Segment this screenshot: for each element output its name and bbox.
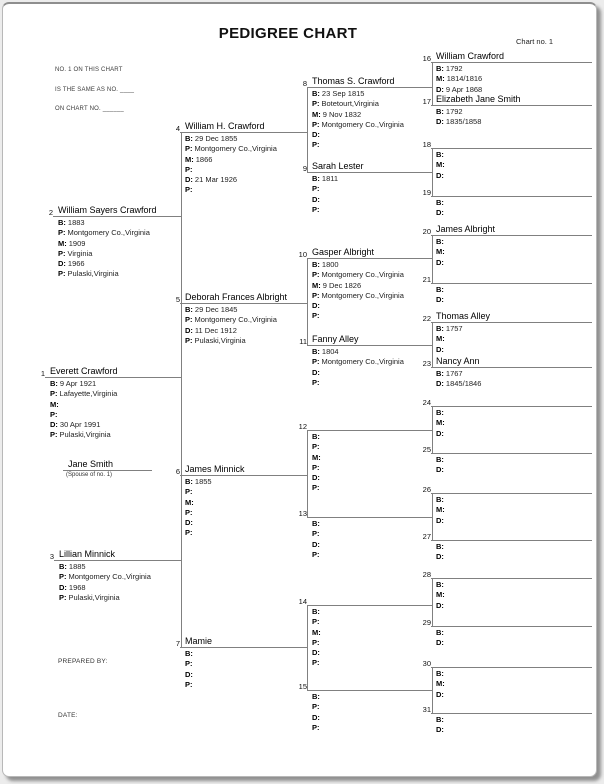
person-field: B: (436, 285, 444, 294)
name-underline (54, 560, 181, 561)
person-field: B: (436, 495, 444, 504)
name-underline (431, 667, 592, 668)
name-underline (431, 540, 592, 541)
person-fields (436, 150, 447, 181)
person-field: P: Montgomery Co.,Virginia (312, 357, 404, 367)
person-number: 21 (422, 274, 431, 284)
name-underline (431, 406, 592, 407)
person-field: P: Montgomery Co.,Virginia (185, 144, 277, 154)
person-fields (59, 562, 151, 603)
person-field: D: 1968 (59, 582, 86, 592)
person-number: 27 (422, 531, 431, 541)
name-underline (307, 517, 432, 518)
person-name: James Albright (436, 223, 496, 234)
person-field: D: 11 Dec 1912 (185, 325, 237, 335)
person-field: P: Montgomery Co.,Virginia (185, 315, 277, 325)
name-underline (307, 430, 432, 431)
person-field: D: (436, 600, 444, 610)
person-field: P: Montgomery Co.,Virginia (59, 572, 151, 582)
person-field: P: (312, 529, 320, 539)
person-number: 3 (49, 551, 54, 561)
person-field: D: 30 Apr 1991 (50, 420, 101, 430)
person-number: 25 (422, 444, 431, 454)
person-number: 12 (298, 421, 307, 431)
ancestor-bracket-line (181, 475, 182, 647)
person-field: D: (436, 465, 444, 475)
person-field: D: (436, 170, 444, 180)
person-field: B: (436, 542, 444, 551)
ref-note-line-1: NO. 1 ON THIS CHART (55, 67, 123, 73)
ancestor-bracket-line (432, 578, 433, 626)
person-number: 10 (298, 249, 307, 259)
person-field: D: (436, 295, 444, 305)
person-field: D: (436, 515, 444, 525)
ancestor-bracket-line (432, 322, 433, 367)
person-number: 11 (299, 336, 307, 346)
person-number: 18 (422, 139, 431, 149)
person-fields (436, 237, 447, 268)
person-field: B: (312, 432, 320, 441)
person-field: B: 1811 (312, 174, 339, 183)
person-field: M: 9 Dec 1826 (312, 280, 362, 290)
name-underline (307, 87, 432, 88)
person-name: Jane Smith (68, 458, 114, 469)
name-underline (431, 196, 592, 197)
person-field: M: (436, 418, 445, 428)
person-field: P: Pulaski,Virginia (185, 335, 246, 345)
person-field: B: (436, 580, 444, 589)
person-field: P: Lafayette,Virginia (50, 389, 118, 399)
person-number: 8 (302, 78, 307, 88)
person-field: D: (312, 539, 320, 549)
person-field: D: (312, 367, 320, 377)
person-number: 29 (422, 617, 431, 627)
person-field: B: 1885 (59, 562, 86, 571)
person-field: B: (312, 692, 320, 701)
person-fields (436, 580, 447, 611)
person-field: D: 1835/1858 (436, 117, 482, 127)
ref-note-line-2: IS THE SAME AS NO. ____ (55, 87, 135, 93)
person-field: D: (185, 669, 193, 679)
person-field: P: (312, 702, 320, 712)
person-field: M: (436, 334, 445, 344)
person-field: D: 1966 (58, 259, 85, 269)
person-field: P: Botetourt,Virginia (312, 99, 379, 109)
person-field: P: (185, 487, 193, 497)
person-number: 23 (422, 358, 431, 368)
person-field: M: (50, 399, 59, 409)
person-field: M: (185, 497, 194, 507)
person-field: M: (436, 590, 445, 600)
person-field: M: 1909 (58, 238, 86, 248)
person-field: P: (312, 442, 320, 452)
person-fields (436, 64, 482, 95)
name-underline (307, 345, 432, 346)
person-name: Elizabeth Jane Smith (436, 93, 521, 104)
person-fields (185, 305, 277, 346)
person-fields (436, 285, 446, 306)
person-field: B: 1767 (436, 369, 463, 378)
person-number: 31 (422, 704, 431, 714)
person-number: 13 (298, 508, 307, 518)
person-field: D: 9 Apr 1868 (436, 84, 483, 94)
name-underline (180, 132, 307, 133)
name-underline (431, 322, 592, 323)
person-name: Thomas Alley (436, 310, 491, 321)
person-fields (436, 455, 446, 476)
name-underline (431, 453, 592, 454)
person-fields (436, 669, 447, 700)
person-field: B: 1792 (436, 64, 463, 73)
person-field: B: 29 Dec 1855 (185, 134, 238, 143)
person-field: D: (312, 130, 320, 140)
person-field: D: 21 Mar 1926 (185, 175, 238, 185)
person-field: M: (436, 160, 445, 170)
person-field: B: 9 Apr 1921 (50, 379, 97, 388)
person-number: 19 (422, 187, 431, 197)
person-number: 1 (40, 368, 45, 378)
name-underline (431, 578, 592, 579)
person-field: B: 1792 (436, 107, 463, 116)
person-field: B: (312, 519, 320, 528)
spouse-note: (Spouse of no. 1) (66, 472, 113, 478)
person-field: B: (436, 628, 444, 637)
person-field: P: (312, 549, 320, 559)
person-field: M: 1814/1816 (436, 74, 483, 84)
name-underline (180, 303, 307, 304)
person-fields (185, 134, 277, 196)
person-field: D: (436, 208, 444, 218)
person-field: B: 29 Dec 1845 (185, 305, 238, 314)
prepared-by-label: PREPARED BY: (58, 658, 108, 665)
person-fields (312, 174, 338, 215)
person-field: D: (312, 301, 320, 311)
person-field: P: (312, 311, 320, 321)
person-fields (436, 715, 446, 736)
person-number: 26 (422, 484, 431, 494)
person-field: D: (436, 725, 444, 735)
person-field: B: 23 Sep 1815 (312, 89, 365, 98)
name-underline (431, 235, 592, 236)
person-fields (436, 198, 446, 219)
person-field: P: (185, 679, 193, 689)
ancestor-bracket-line (432, 493, 433, 540)
name-underline (431, 62, 592, 63)
person-name: William H. Crawford (185, 120, 265, 131)
person-name: Thomas S. Crawford (312, 75, 395, 86)
date-label: DATE: (58, 712, 78, 719)
person-number: 5 (175, 294, 180, 304)
person-fields (436, 628, 446, 649)
person-number: 7 (175, 638, 180, 648)
person-fields (436, 542, 446, 563)
person-field: B: (436, 408, 444, 417)
person-field: P: (50, 409, 58, 419)
person-field: P: (185, 528, 193, 538)
ancestor-bracket-line (432, 62, 433, 105)
person-fields (436, 369, 481, 390)
person-fields (50, 379, 117, 441)
person-field: D: (436, 344, 444, 354)
ancestor-bracket-line (432, 235, 433, 283)
name-underline (431, 367, 592, 368)
person-number: 16 (422, 53, 431, 63)
person-fields (312, 89, 404, 151)
person-number: 24 (422, 397, 431, 407)
person-field: P: Montgomery Co.,Virginia (312, 290, 404, 300)
person-field: D: (185, 518, 193, 528)
person-name: Everett Crawford (50, 365, 118, 376)
person-field: B: 1800 (312, 260, 339, 269)
name-underline (307, 690, 432, 691)
person-number: 20 (422, 226, 431, 236)
person-field: D: (312, 712, 320, 722)
person-field: M: (436, 505, 445, 515)
name-underline (180, 647, 307, 648)
ancestor-bracket-line (432, 148, 433, 196)
person-field: P: Montgomery Co.,Virginia (312, 270, 404, 280)
name-underline (307, 258, 432, 259)
person-field: P: (185, 659, 193, 669)
person-field: P: (312, 722, 320, 732)
person-field: M: (312, 627, 321, 637)
person-field: M: (436, 247, 445, 257)
person-field: P: Pulaski,Virginia (50, 430, 111, 440)
person-field: P: Pulaski,Virginia (58, 269, 119, 279)
person-field: B: (312, 607, 320, 616)
person-field: D: (436, 428, 444, 438)
person-field: B: 1804 (312, 347, 339, 356)
person-fields (436, 495, 447, 526)
person-number: 4 (175, 123, 180, 133)
name-underline (63, 470, 152, 471)
ancestor-bracket-line (432, 667, 433, 713)
name-underline (431, 493, 592, 494)
name-underline (431, 626, 592, 627)
person-name: Lillian Minnick (59, 548, 116, 559)
person-fields (312, 432, 323, 494)
person-number: 17 (422, 96, 431, 106)
person-field: P: (312, 658, 320, 668)
person-number: 9 (302, 163, 307, 173)
person-number: 14 (298, 596, 307, 606)
person-field: D: (436, 638, 444, 648)
person-field: D: (312, 473, 320, 483)
person-fields (436, 408, 447, 439)
person-field: P: (312, 204, 320, 214)
person-name: William Crawford (436, 50, 505, 61)
person-number: 22 (422, 313, 431, 323)
person-number: 6 (175, 466, 180, 476)
person-number: 30 (422, 658, 431, 668)
person-field: B: (436, 669, 444, 678)
person-field: P: (312, 637, 320, 647)
person-fields (312, 519, 322, 560)
person-fields (312, 692, 322, 733)
person-field: P: Montgomery Co.,Virginia (312, 119, 404, 129)
ancestor-bracket-line (307, 430, 308, 517)
name-underline (431, 283, 592, 284)
person-field: P: (312, 377, 320, 387)
person-field: P: Pulaski,Virginia (59, 592, 120, 602)
person-field: P: (312, 617, 320, 627)
person-field: P: (312, 483, 320, 493)
person-name: Nancy Ann (436, 355, 480, 366)
name-underline (431, 105, 592, 106)
person-field: P: (185, 185, 193, 195)
name-underline (307, 172, 432, 173)
person-field: B: 1883 (58, 218, 85, 227)
person-field: B: 1855 (185, 477, 212, 486)
person-fields (312, 260, 404, 322)
person-name: Mamie (185, 635, 213, 646)
name-underline (53, 216, 181, 217)
person-field: P: Montgomery Co.,Virginia (58, 228, 150, 238)
chart-number: Chart no. 1 (516, 37, 554, 46)
person-field: D: (312, 648, 320, 658)
person-field: B: (436, 150, 444, 159)
person-field: B: (185, 649, 193, 658)
person-fields (185, 649, 195, 690)
ancestor-bracket-line (307, 258, 308, 345)
person-name: Fanny Alley (312, 333, 359, 344)
person-name: Sarah Lester (312, 160, 364, 171)
person-field: P: (312, 140, 320, 150)
person-fields (185, 477, 212, 539)
person-field: M: 9 Nov 1832 (312, 109, 362, 119)
ancestor-bracket-line (307, 87, 308, 172)
person-fields (58, 218, 150, 280)
name-underline (45, 377, 181, 378)
person-number: 15 (298, 681, 307, 691)
page-title: PEDIGREE CHART (218, 25, 358, 42)
person-name: Gasper Albright (312, 246, 375, 257)
name-underline (180, 475, 307, 476)
person-fields (436, 324, 463, 355)
person-field: D: (312, 194, 320, 204)
person-fields (312, 347, 404, 388)
person-field: P: Virginia (58, 248, 93, 258)
person-field: D: (436, 689, 444, 699)
person-fields (312, 607, 323, 669)
person-field: P: (185, 507, 193, 517)
name-underline (431, 148, 592, 149)
person-field: D: 1845/1846 (436, 379, 482, 389)
person-field: P: (312, 184, 320, 194)
person-field: M: (312, 452, 321, 462)
person-field: M: (436, 679, 445, 689)
person-field: P: (312, 462, 320, 472)
person-field: D: (436, 257, 444, 267)
person-field: B: (436, 237, 444, 246)
person-name: James Minnick (185, 463, 245, 474)
person-field: B: (436, 198, 444, 207)
ref-note-line-3: ON CHART NO. ______ (55, 106, 124, 112)
person-field: B: 1757 (436, 324, 463, 333)
ancestor-bracket-line (432, 406, 433, 453)
person-name: Deborah Frances Albright (185, 291, 288, 302)
name-underline (431, 713, 592, 714)
ancestor-bracket-line (307, 605, 308, 690)
person-name: William Sayers Crawford (58, 204, 157, 215)
person-number: 2 (48, 207, 53, 217)
person-field: M: 1866 (185, 154, 213, 164)
person-field: D: (436, 552, 444, 562)
person-number: 28 (422, 569, 431, 579)
name-underline (307, 605, 432, 606)
person-field: B: (436, 455, 444, 464)
person-field: B: (436, 715, 444, 724)
person-fields (436, 107, 481, 128)
person-field: P: (185, 164, 193, 174)
